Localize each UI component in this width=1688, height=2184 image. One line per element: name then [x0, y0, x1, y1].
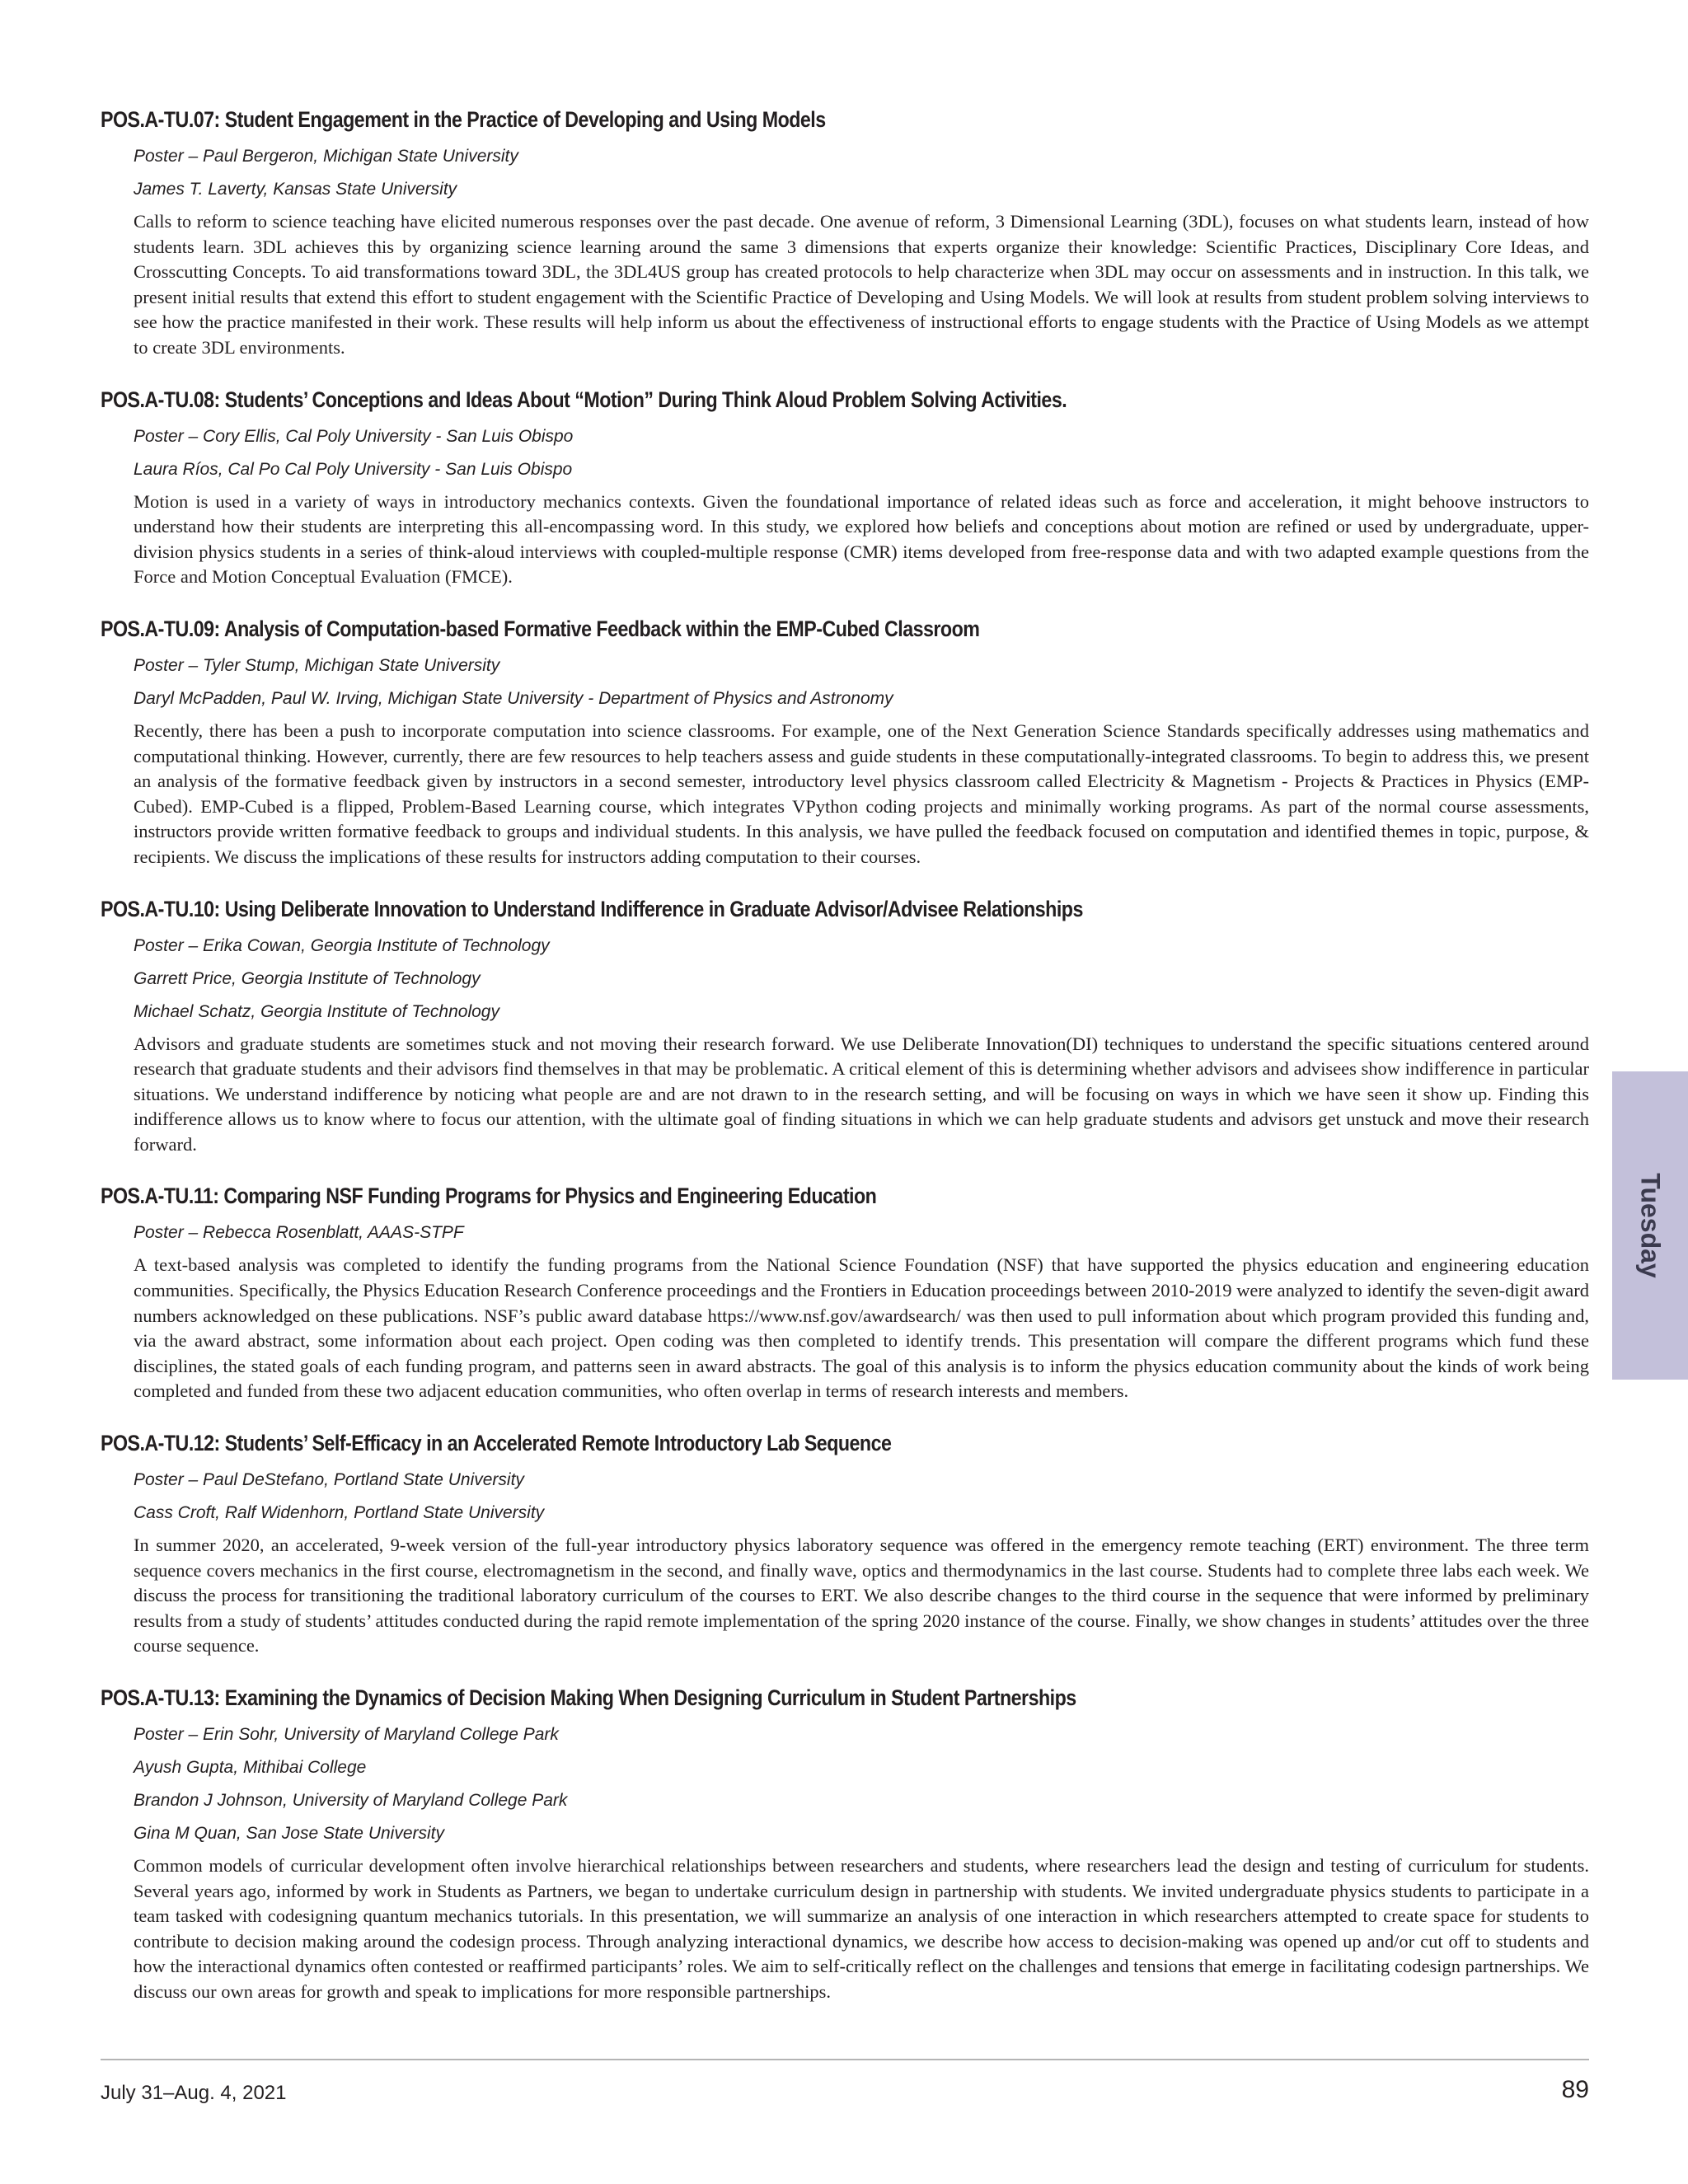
- author-line: Cass Croft, Ralf Widenhorn, Portland State University: [134, 1503, 545, 1523]
- author-line: Daryl McPadden, Paul W. Irving, Michigan State University - Department of Physics and Astronomy: [134, 688, 893, 708]
- entry-title: POS.A-TU.07: Student Engagement in the Practice of Developing and Using Models: [101, 107, 826, 132]
- program-content: [101, 102, 1589, 2027]
- abstract-entry-tu08: [101, 382, 1589, 590]
- author-line: Gina M Quan, San Jose State University: [134, 1824, 445, 1843]
- entry-title: POS.A-TU.10: Using Deliberate Innovation to Understand Indifference in Graduate Advisor/Advisee Relationships: [101, 896, 1083, 921]
- abstract-entry-tu10: [101, 892, 1589, 1158]
- abstract-entry-tu09: [101, 612, 1589, 870]
- entry-title: POS.A-TU.09: Analysis of Computation-based Formative Feedback within the EMP-Cubed Classroom: [101, 616, 980, 641]
- abstract-entry-tu13: [101, 1680, 1589, 2005]
- entry-title: POS.A-TU.11: Comparing NSF Funding Programs for Physics and Engineering Education: [101, 1183, 877, 1209]
- author-line: Poster – Paul DeStefano, Portland State University: [134, 1470, 524, 1490]
- author-line: Laura Ríos, Cal Po Cal Poly University - San Luis Obispo: [134, 459, 573, 479]
- author-line: Poster – Erika Cowan, Georgia Institute of Technology: [134, 935, 550, 955]
- abstract-entry-tu12: [101, 1426, 1589, 1659]
- author-line: James T. Laverty, Kansas State University: [134, 180, 457, 199]
- entry-title: POS.A-TU.08: Students’ Conceptions and Ideas About “Motion” During Think Aloud Problem Solving Activities.: [101, 387, 1067, 412]
- author-line: Poster – Tyler Stump, Michigan State University: [134, 655, 500, 675]
- day-side-tab: [1612, 1071, 1688, 1380]
- footer-date: July 31–Aug. 4, 2021: [101, 2082, 287, 2104]
- abstract-text: Calls to reform to science teaching have elicited numerous responses over the past decade. One avenue of reform, 3 Dimensional Learning (3DL), focuses on what students learn, instead of how students learn. 3DL achieves this by organizing science learning around the same 3 dimensions that experts organize their knowledge: Scientific Practices, Disciplinary Core Ideas, and Crosscutting Concepts. To aid transformations toward 3DL, the 3DL4US group has created protocols to help characterize when 3DL may occur on assessments and in instruction. In this talk, we present initial results that extend this effort to student engagement with the Scientific Practice of Developing and Using Models. We will look at results from student problem solving interviews to see how the practice manifested in their work. These results will help inform us about the effectiveness of instructional efforts to engage students with the Practice of Using Models as we attempt to create 3DL environments.: [134, 211, 1589, 358]
- footer-divider: [101, 2059, 1589, 2060]
- abstract-entry-tu07: [101, 102, 1589, 361]
- day-tab-label: Tuesday: [1635, 1173, 1666, 1278]
- page-number: 89: [1561, 2076, 1589, 2103]
- abstract-entry-tu11: [101, 1179, 1589, 1404]
- entry-title: POS.A-TU.12: Students’ Self-Efficacy in an Accelerated Remote Introductory Lab Sequence: [101, 1431, 892, 1456]
- author-line: Ayush Gupta, Mithibai College: [134, 1758, 367, 1777]
- author-line: Poster – Rebecca Rosenblatt, AAAS-STPF: [134, 1223, 464, 1243]
- abstract-text: In summer 2020, an accelerated, 9-week version of the full-year introductory physics laboratory sequence was offered in the emergency remote teaching (ERT) environment. The three term sequence covers mechanics in the first course, electromagnetism in the second, and finally wave, optics and thermodynamics in the last course. Students had to complete three labs each week. We discuss the process for transitioning the traditional laboratory curriculum of the courses to ERT. We also describe changes to the third course in the sequence that were informed by preliminary results from a study of students’ attitudes conducted during the rapid remote implementation of the spring 2020 instance of the course. Finally, we show changes in students’ attitudes over the three course sequence.: [134, 1535, 1589, 1657]
- abstract-text: A text-based analysis was completed to identify the funding programs from the National Science Foundation (NSF) that have supported the physics education and engineering education communities. Specifically, the Physics Education Research Conference proceedings and the Frontiers in Education proceedings between 2010-2019 were analyzed to identify the seven-digit award numbers acknowledged on these publications. NSF’s public award database https://www.nsf.gov/awardsearch/ was then used to pull information about which program provided this funding and, via the award abstract, some information about each project. Open coding was then completed to identify trends. This presentation will compare the different programs which fund these disciplines, the stated goals of each funding program, and patterns seen in award abstracts. The goal of this analysis is to inform the physics education community about the kinds of work being completed and funded from these two adjacent education communities, who often overlap in terms of research interests and members.: [134, 1254, 1589, 1402]
- author-line: Garrett Price, Georgia Institute of Technology: [134, 968, 481, 988]
- abstract-text: Motion is used in a variety of ways in introductory mechanics contexts. Given the foundational importance of related ideas such as force and acceleration, it might behoove instructors to understand how their students are interpreting this all-encompassing word. In this study, we explored how beliefs and conceptions about motion are refined or used by undergraduate, upper-division physics students in a series of think-aloud interviews with coupled-multiple response (CMR) items developed from free-response data and with two adapted example questions from the Force and Motion Conceptual Evaluation (FMCE).: [134, 490, 1589, 588]
- author-line: Poster – Erin Sohr, University of Maryland College Park: [134, 1725, 559, 1744]
- author-line: Poster – Cory Ellis, Cal Poly University - San Luis Obispo: [134, 426, 574, 446]
- abstract-text: Common models of curricular development often involve hierarchical relationships between researchers and students, where researchers lead the design and testing of curriculum for students. Several years ago, informed by work in Students as Partners, we began to undertake curriculum design in partnership with students. We invited undergraduate physics students to participate in a team tasked with codesigning quantum mechanics tutorials. In this presentation, we will summarize an analysis of one interaction in which researchers attempted to create space for students to contribute to decision making around the codesign process. Through analyzing interactional dynamics, we describe how access to decision-making was opened up and/or cut off to students and how the interactional dynamics often contested or reaffirmed participants’ roles. We aim to self-critically reflect on the challenges and tensions that emerge in facilitating codesign partnerships. We discuss our own areas for growth and speak to implications for more responsible partnerships.: [134, 1855, 1589, 2002]
- author-line: Brandon J Johnson, University of Maryland College Park: [134, 1791, 568, 1810]
- entry-title: POS.A-TU.13: Examining the Dynamics of Decision Making When Designing Curriculum in Student Partnerships: [101, 1685, 1076, 1710]
- author-line: Michael Schatz, Georgia Institute of Technology: [134, 1001, 499, 1021]
- abstract-text: Recently, there has been a push to incorporate computation into science classrooms. For example, one of the Next Generation Science Standards specifically addresses using mathematics and computational thinking. However, currently, there are few resources to help teachers assess and guide students in these computationally-integrated classrooms. To begin to address this, we present an analysis of the formative feedback given by instructors in a second semester, introductory level physics classroom called Electricity & Magnetism - Projects & Practices in Physics (EMP-Cubed). EMP-Cubed is a flipped, Problem-Based Learning course, which integrates VPython coding projects and minimally working programs. As part of the normal course assessments, instructors provide written formative feedback to groups and individual students. In this analysis, we have pulled the feedback focused on computation and identified themes in topic, purpose, & recipients. We discuss the implications of these results for instructors adding computation to their courses.: [134, 719, 1589, 867]
- abstract-text: Advisors and graduate students are sometimes stuck and not moving their research forward. We use Deliberate Innovation(DI) techniques to understand the specific situations centered around research that graduate students and their advisors find themselves in that may be problematic. A critical element of this is determining whether advisors and advisees show indifference in particular situations. We understand indifference by noticing what people are and are not drawn to in the research setting, and will be focusing on ways in which we have seen it show up. Finding this indifference allows us to know where to focus our attention, with the ultimate goal of finding situations in which we can help graduate students and advisors get unstuck and move their research forward.: [134, 1033, 1589, 1155]
- author-line: Poster – Paul Bergeron, Michigan State University: [134, 147, 518, 166]
